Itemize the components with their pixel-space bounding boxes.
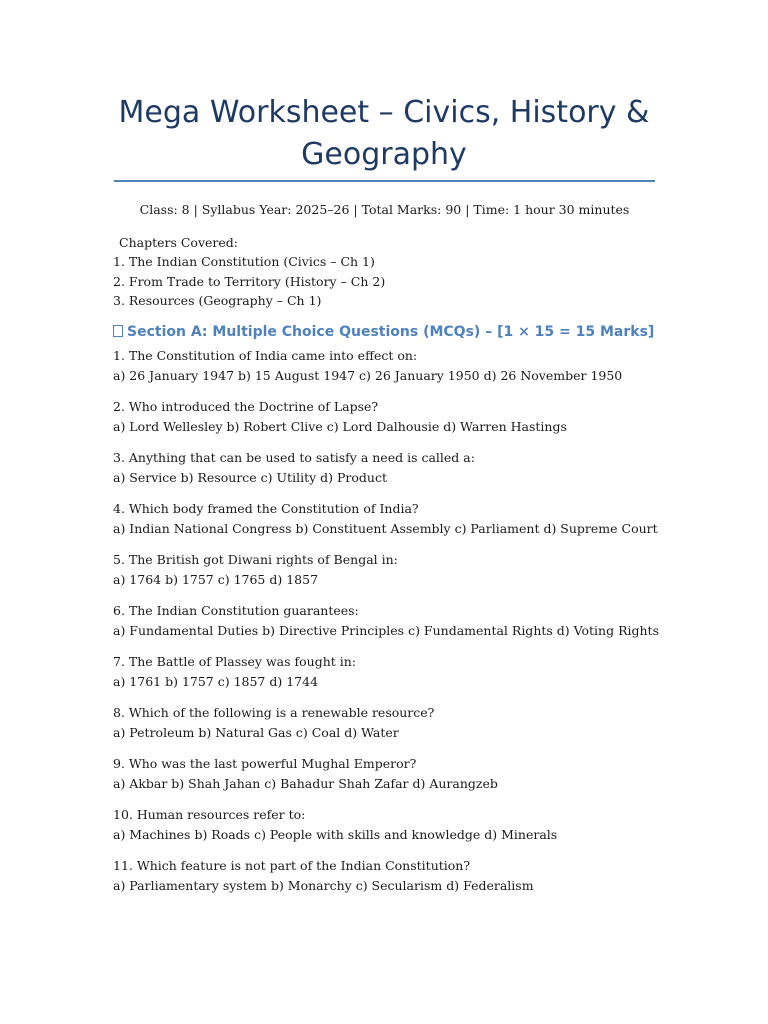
question-item <box>113 550 673 589</box>
section-a-heading <box>113 322 654 342</box>
chapter-item: 1. The Indian Constitution (Civics – Ch 1) <box>113 254 375 270</box>
question-item <box>113 448 673 487</box>
question-options: a) Fundamental Duties b) Directive Principles c) Fundamental Rights d) Voting Rights <box>113 622 659 638</box>
question-item <box>113 805 673 844</box>
question-text: 11. Which feature is not part of the Indian Constitution? <box>113 858 471 873</box>
question-item <box>113 703 673 742</box>
question-options: a) Indian National Congress b) Constituent Assembly c) Parliament d) Supreme Court <box>113 520 658 536</box>
question-item <box>113 856 673 895</box>
question-options: a) Service b) Resource c) Utility d) Product <box>113 469 387 485</box>
question-text: 5. The British got Diwani rights of Bengal in: <box>113 552 398 567</box>
class-meta-info: Class: 8 | Syllabus Year: 2025–26 | Total Marks: 90 | Time: 1 hour 30 minutes <box>139 202 630 217</box>
question-text: 10. Human resources refer to: <box>113 807 306 822</box>
chapters-heading: Chapters Covered: <box>119 235 238 250</box>
question-item <box>113 499 673 538</box>
question-text: 8. Which of the following is a renewable resource? <box>113 705 435 720</box>
question-item <box>113 397 673 436</box>
section-a-title: Section A: Multiple Choice Questions (MCQs) – [1 × 15 = 15 Marks] <box>127 324 655 340</box>
question-item <box>113 754 673 793</box>
question-text: 9. Who was the last powerful Mughal Emperor? <box>113 756 417 771</box>
title-line-1: Mega Worksheet – Civics, History & <box>118 95 650 130</box>
chapters-covered <box>113 233 385 310</box>
question-text: 6. The Indian Constitution guarantees: <box>113 603 359 618</box>
missing-glyph-icon <box>113 325 123 337</box>
question-options: a) Petroleum b) Natural Gas c) Coal d) Water <box>113 724 399 740</box>
question-text: 4. Which body framed the Constitution of India? <box>113 501 419 516</box>
page-title <box>114 92 654 176</box>
question-text: 3. Anything that can be used to satisfy a need is called a: <box>113 450 475 465</box>
title-underline <box>114 180 655 182</box>
chapter-item: 2. From Trade to Territory (History – Ch 2) <box>113 273 386 289</box>
question-options: a) Parliamentary system b) Monarchy c) Secularism d) Federalism <box>113 877 534 893</box>
question-options: a) 26 January 1947 b) 15 August 1947 c) 26 January 1950 d) 26 November 1950 <box>113 367 623 383</box>
title-line-2: Geography <box>301 137 467 172</box>
mcq-list <box>113 346 673 907</box>
question-text: 1. The Constitution of India came into effect on: <box>113 348 418 363</box>
question-text: 2. Who introduced the Doctrine of Lapse? <box>113 399 379 414</box>
question-options: a) 1764 b) 1757 c) 1765 d) 1857 <box>113 571 319 587</box>
question-item <box>113 601 673 640</box>
question-options: a) Akbar b) Shah Jahan c) Bahadur Shah Zafar d) Aurangzeb <box>113 775 498 791</box>
question-options: a) Machines b) Roads c) People with skills and knowledge d) Minerals <box>113 826 558 842</box>
question-options: a) Lord Wellesley b) Robert Clive c) Lord Dalhousie d) Warren Hastings <box>113 418 567 434</box>
question-text: 7. The Battle of Plassey was fought in: <box>113 654 357 669</box>
question-options: a) 1761 b) 1757 c) 1857 d) 1744 <box>113 673 319 689</box>
question-item <box>113 346 673 385</box>
chapter-item: 3. Resources (Geography – Ch 1) <box>113 292 322 308</box>
question-item <box>113 652 673 691</box>
